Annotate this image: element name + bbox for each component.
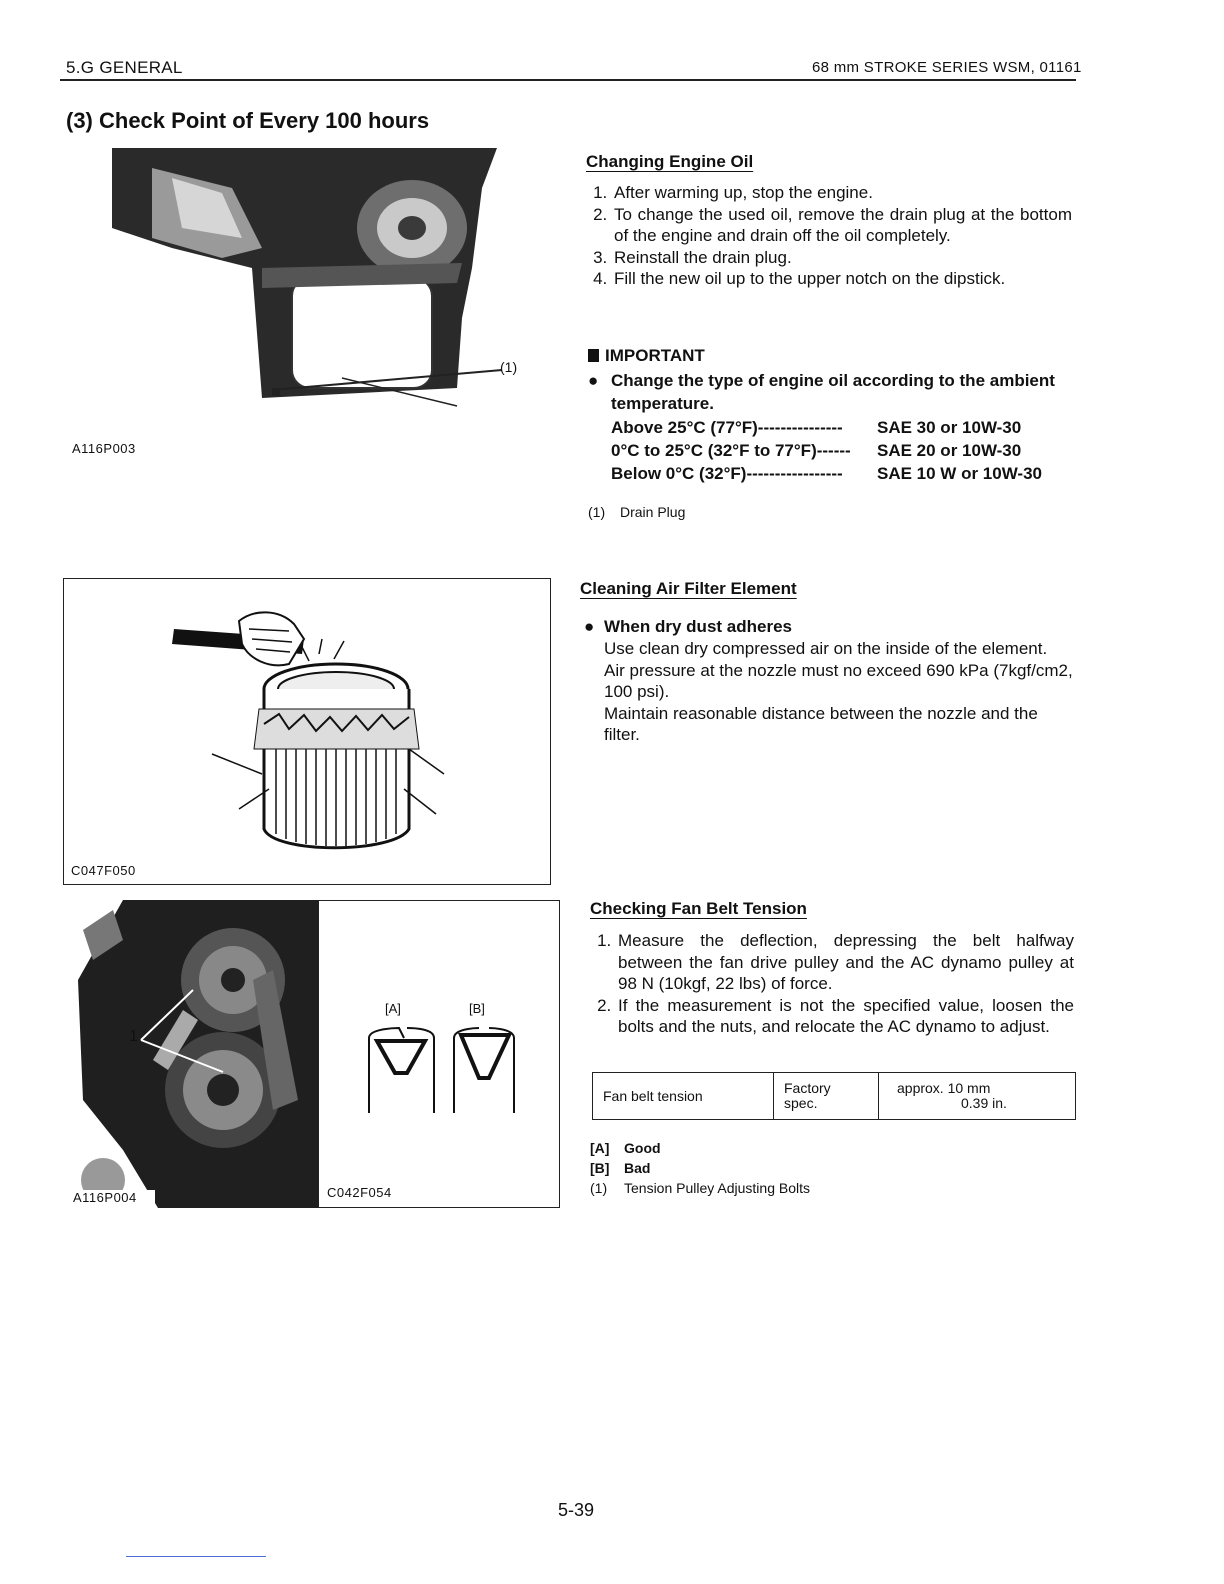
header-rule (60, 79, 1076, 81)
list-item: 2. If the measurement is not the specified value, loosen the bolts and the nuts, and relocate the AC dynamo to adjust. (616, 995, 1074, 1038)
list-item: 4. Fill the new oil up to the upper notch on the dipstick. (612, 268, 1072, 290)
bullet-icon: ● (588, 371, 599, 390)
drain-plug-callout: (1) (500, 359, 518, 375)
list-item: [B] Bad (590, 1160, 651, 1176)
table-cell: approx. 10 mm 0.39 in. (879, 1073, 1076, 1120)
list-item: Below 0°C (32°F)----------------- SAE 10 W or 10W-30 (611, 464, 1042, 483)
important-label: IMPORTANT (605, 346, 705, 365)
header-series: 68 mm STROKE SERIES WSM, 01161 (812, 59, 1082, 76)
table-cell: Factory spec. (774, 1073, 879, 1120)
tension-bolt-callout: 1 (129, 1028, 138, 1045)
belt-shape-diagram (318, 900, 560, 1208)
section-heading-engine-oil: Changing Engine Oil (586, 152, 754, 171)
figure-code: C042F054 (327, 1185, 392, 1200)
table-row (593, 1073, 1076, 1120)
list-item: Above 25°C (77°F)--------------- SAE 30 or 10W-30 (611, 418, 1022, 437)
footer-rule (126, 1556, 266, 1557)
list-item: [A] Good (590, 1140, 661, 1156)
table-cell: Fan belt tension (593, 1073, 774, 1120)
important-text: Change the type of engine oil according to the ambient temperature. (611, 371, 1055, 413)
fan-belt-photo (63, 900, 318, 1208)
figure-code: A116P003 (72, 441, 136, 456)
air-filter-line: Air pressure at the nozzle must no exceed 690 kPa (7kgf/cm2, 100 psi). (604, 660, 1073, 701)
air-filter-figure (63, 578, 551, 885)
section-heading-air-filter: Cleaning Air Filter Element (580, 579, 797, 598)
list-item: 0°C to 25°C (32°F to 77°F)------ SAE 20 or 10W-30 (611, 441, 1022, 460)
air-filter-line: Maintain reasonable distance between the nozzle and the filter. (604, 703, 1038, 744)
engine-oil-steps (586, 182, 1072, 290)
figure-code: A116P004 (73, 1190, 137, 1205)
figure-code: C047F050 (71, 863, 136, 878)
belt-groove-drawing (359, 1023, 529, 1118)
important-notice (588, 346, 705, 366)
important-text-block (588, 369, 1072, 415)
header-section: 5.G GENERAL (66, 58, 183, 77)
page-number: 5-39 (558, 1500, 595, 1520)
list-item: 2. To change the used oil, remove the drain plug at the bottom of the engine and drain off the oil completely. (612, 204, 1072, 247)
oil-spec-list (611, 416, 1081, 485)
fan-belt-steps (590, 930, 1074, 1038)
engine-oil-photo (112, 148, 522, 408)
diagram-label-a: [A] (385, 1001, 401, 1016)
air-filter-bullet: When dry dust adheres (604, 617, 792, 636)
page-title: (3) Check Point of Every 100 hours (66, 108, 430, 133)
air-filter-instructions (584, 615, 1074, 746)
diagram-label-b: [B] (469, 1001, 485, 1016)
square-bullet-icon (588, 349, 599, 362)
list-item: 3. Reinstall the drain plug. (612, 247, 1072, 269)
oil-note: (1) Drain Plug (588, 504, 686, 520)
fan-belt-notes (590, 1138, 810, 1198)
belt-spec-table (592, 1072, 1076, 1120)
air-filter-line: Use clean dry compressed air on the inside of the element. (604, 639, 1048, 658)
section-heading-fan-belt: Checking Fan Belt Tension (590, 899, 807, 918)
bullet-icon: ● (584, 617, 595, 636)
list-item: 1. Measure the deflection, depressing the belt halfway between the fan drive pulley and the AC dynamo pulley at 98 N (10kgf, 22 lbs) of force. (616, 930, 1074, 995)
list-item: (1) Tension Pulley Adjusting Bolts (590, 1180, 810, 1196)
list-item: 1. After warming up, stop the engine. (612, 182, 1072, 204)
